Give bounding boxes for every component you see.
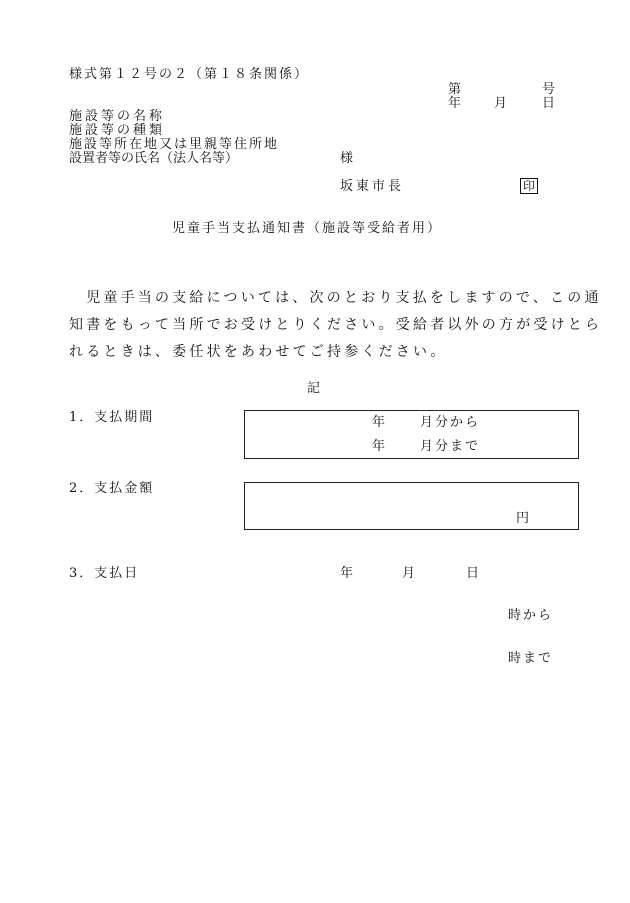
period-to-year: 年 — [372, 439, 386, 454]
amount-label: 2．支払金額 — [69, 481, 155, 496]
issuer-name: 坂東市長 — [340, 179, 405, 194]
body-line-1: 児童手当の支給については、次のとおり支払をしますので、この通 — [69, 290, 602, 306]
body-line-3: れるときは、委任状をあわせてご持参ください。 — [69, 344, 448, 360]
document-title: 児童手当支払通知書（施設等受給者用） — [172, 221, 443, 236]
payment-month: 月 — [402, 566, 416, 581]
doc-number-suffix: 号 — [542, 82, 556, 97]
date-label: 3．支払日 — [69, 566, 140, 581]
body-line-2: 知書をもって当所でお受けとりください。受給者以外の方が受けとら — [69, 317, 603, 333]
period-from-month: 月分から — [420, 415, 481, 430]
honorific: 様 — [340, 151, 354, 166]
payment-year: 年 — [340, 566, 354, 581]
body-paragraph — [69, 285, 603, 366]
founder-name-label: 設置者等の氏名（法人名等） — [69, 151, 239, 166]
time-to: 時まで — [508, 651, 554, 666]
date-month-label: 月 — [494, 96, 508, 111]
time-from: 時から — [508, 608, 554, 623]
facility-address-label: 施設等所在地又は里親等住所地 — [69, 137, 280, 152]
ki-heading: 記 — [307, 381, 321, 396]
period-from-year: 年 — [372, 415, 386, 430]
date-day-label: 日 — [542, 96, 556, 111]
period-box — [244, 410, 579, 459]
facility-name-label: 施設等の名称 — [69, 109, 166, 124]
facility-type-label: 施設等の種類 — [69, 123, 166, 138]
date-year-label: 年 — [448, 96, 462, 111]
payment-day: 日 — [466, 566, 480, 581]
seal-mark: 印 — [520, 178, 538, 194]
period-label: 1．支払期間 — [69, 410, 155, 425]
doc-number-prefix: 第 — [448, 82, 462, 97]
form-number: 様式第１２号の２（第１８条関係） — [69, 67, 310, 82]
amount-unit: 円 — [516, 511, 530, 526]
period-to-month: 月分まで — [420, 439, 481, 454]
